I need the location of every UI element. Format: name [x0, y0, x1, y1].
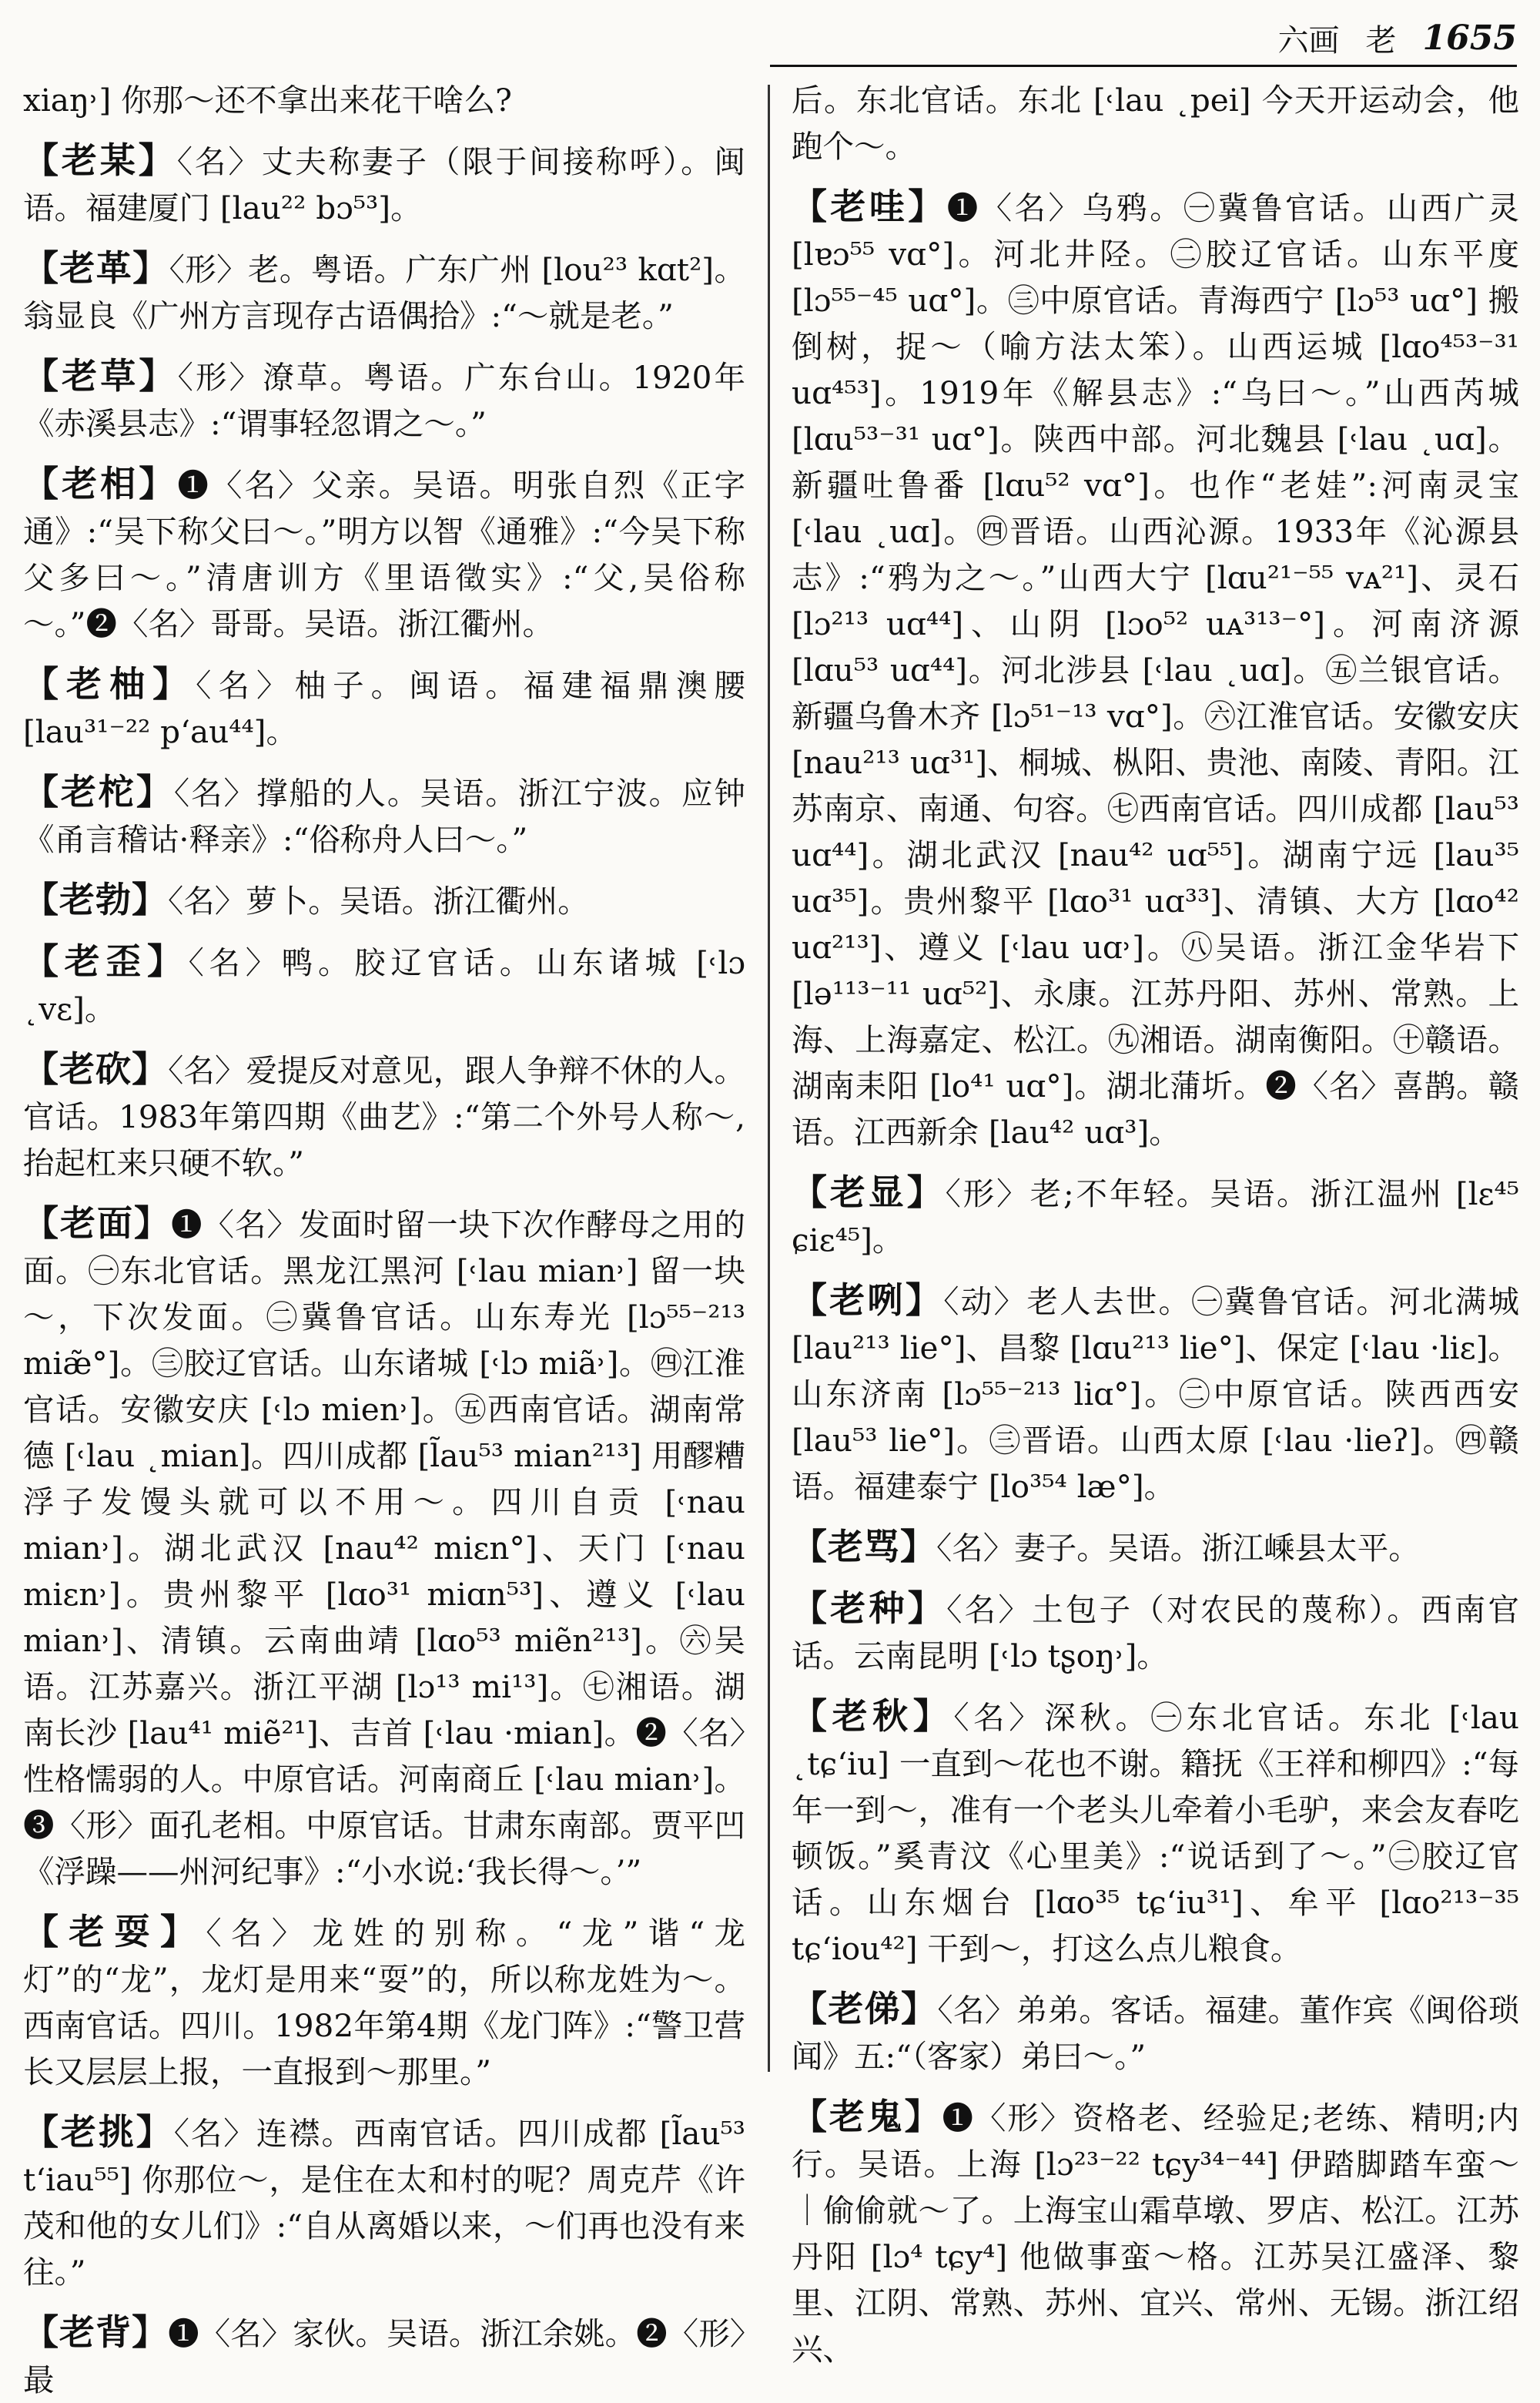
entry-headword: 【老砍】 — [23, 1048, 169, 1090]
entry-definition: 〈名〉弟弟。客话。福建。董作宾《闽俗琐闻》五:“（客家）弟曰～。” — [792, 1992, 1520, 2075]
dictionary-entry — [792, 2093, 1519, 2372]
entry-headword: 【老咧】 — [792, 1279, 944, 1321]
dictionary-entry — [23, 1046, 745, 1186]
dictionary-entry — [23, 353, 745, 447]
entry-definition: 〈形〉老;不年轻。吴语。浙江温州 [lɛ⁴⁵ ɕiɛ⁴⁵]。 — [792, 1175, 1519, 1258]
entry-headword: 【老秋】 — [792, 1695, 954, 1737]
dictionary-entry — [23, 245, 745, 339]
dictionary-entry — [792, 1693, 1519, 1972]
entry-definition: 〈名〉撑船的人。吴语。浙江宁波。应钟《甬言稽诂·释亲》:“俗称舟人曰～。” — [23, 775, 746, 858]
entry-continuation: 后。东北官话。东北 [˓lau ˛pei] 今天开运动会，他跑个～。 — [792, 82, 1519, 165]
dictionary-entry — [792, 1986, 1519, 2080]
dictionary-entry — [792, 1277, 1519, 1510]
dictionary-entry — [23, 2109, 745, 2295]
entry-headword: 【老耍】 — [23, 1911, 206, 1952]
entry-headword: 【老某】 — [23, 139, 177, 181]
page-number: 1655 — [1422, 18, 1517, 58]
entry-headword: 【老显】 — [792, 1171, 946, 1213]
entry-headword: 【老草】 — [23, 355, 178, 397]
dictionary-entry — [23, 661, 745, 755]
entry-headword: 【老革】 — [23, 247, 169, 289]
entry-continuation: xiaŋ˒] 你那～还不拿出来花干啥么? — [23, 82, 512, 119]
entry-definition: 〈名〉鸭。胶辽官话。山东诸城 [˓lɔ ˛vɛ]。 — [23, 944, 746, 1027]
page-header — [770, 11, 1517, 67]
entry-definition: 〈名〉爱提反对意见，跟人争辩不休的人。官话。1983年第四期《曲艺》:“第二个外号人称～,抬起杠来只硬不软。” — [23, 1052, 746, 1181]
entry-definition: 〈名〉萝卜。吴语。浙江衢州。 — [168, 883, 589, 920]
entry-headword: 【老哇】 — [792, 186, 947, 227]
entry-headword: 【老背】 — [23, 2311, 169, 2353]
dictionary-entry — [23, 1909, 745, 2095]
entry-definition: 〈名〉丈夫称妻子（限于间接称呼）。闽语。福建厦门 [lau²² bɔ⁵³]。 — [23, 143, 746, 226]
entry-headword: 【老相】 — [23, 463, 178, 504]
dictionary-entry — [792, 1523, 1519, 1571]
entry-headword: 【老鬼】 — [792, 2096, 942, 2137]
section-label: 六画 — [1277, 22, 1340, 59]
entry-definition: ❶〈名〉父亲。吴语。明张自烈《正字通》:“吴下称父曰～。”明方以智《通雅》:“今吴下称父多曰～。”清唐训方《里语徵实》:“父,吴俗称～。”❷〈名〉哥哥。吴语。浙江衢州。 — [23, 467, 746, 642]
entry-headword: 【老歪】 — [23, 940, 189, 982]
column-divider — [768, 85, 770, 2072]
entry-definition: ❶〈名〉乌鸦。㊀冀鲁官话。山西广灵 [lɐɔ⁵⁵ vɑ°]。河北井陉。㊁胶辽官话。山东平度 [lɔ⁵⁵⁻⁴⁵ uɑ°]。㊂中原官话。青海西宁 [lɔ⁵³ uɑ°] 搬倒树，捉～（喻方法太笨）。山西运城 [lɑo⁴⁵³⁻³¹ uɑ⁴⁵³]。1919年《解县志》:“乌曰～。”山西芮城 [lɑu⁵³⁻³¹ uɑ°]。陕西中部。河北魏县 [˓lau ˛uɑ]。新疆吐鲁番 [lɑu⁵² vɑ°]。也作“老娃”:河南灵宝 [˓lau ˛uɑ]。㊃晋语。山西沁源。1933年《沁源县志》:“鸦为之～。”山西大宁 [lɑu²¹⁻⁵⁵ vᴀ²¹]、灵石 [lɔ²¹³ uɑ⁴⁴]、山阴 [lɔo⁵² uᴀ³¹³⁻°]。河南济源 [lɑu⁵³ uɑ⁴⁴]。河北涉县 [˓lau ˛uɑ]。㊄兰银官话。新疆乌鲁木齐 [lɔ⁵¹⁻¹³ vɑ°]。㊅江淮官话。安徽安庆 [nau²¹³ uɑ³¹]、桐城、枞阳、贵池、南陵、青阳。江苏南京、南通、句容。㊆西南官话。四川成都 [lau⁵³ uɑ⁴⁴]。湖北武汉 [nau⁴² uɑ⁵⁵]。湖南宁远 [lau³⁵ uɑ³⁵]。贵州黎平 [lɑo³¹ uɑ³³]、清镇、大方 [lɑo⁴² uɑ²¹³]、遵义 [˓lau uɑ˒]。㊇吴语。浙江金华岩下 [lə¹¹³⁻¹¹ uɑ⁵²]、永康。江苏丹阳、苏州、常熟。上海、上海嘉定、松江。㊈湘语。湖南衡阳。㊉赣语。湖南耒阳 [lo⁴¹ uɑ°]。湖北蒲圻。❷〈名〉喜鹊。赣语。江西新余 [lau⁴² uɑ³]。 — [792, 189, 1520, 1151]
entry-definition: 〈形〉老。粤语。广东广州 [lou²³ kɑt²]。翁显良《广州方言现存古语偶拾》:“～就是老。” — [23, 251, 746, 334]
entry-headword: 【老勃】 — [23, 879, 168, 920]
entry-definition: 〈形〉潦草。粤语。广东台山。1920年《赤溪县志》:“谓事轻忽谓之～。” — [23, 359, 745, 442]
entry-definition: 〈名〉妻子。吴语。浙江嵊县太平。 — [936, 1530, 1420, 1567]
entry-headword: 【老种】 — [792, 1587, 947, 1629]
entry-definition: 〈名〉龙姓的别称。“龙”谐“龙灯”的“龙”，龙灯是用来“耍”的，所以称龙姓为～。西南官话。四川。1982年第4期《龙门阵》:“警卫营长又层层上报，一直报到～那里。” — [23, 1915, 746, 2090]
entry-headword: 【老柚】 — [23, 663, 196, 705]
entry-definition: 〈名〉深秋。㊀东北官话。东北 [˓lau ˛tɕʻiu] 一直到～花也不谢。籍抚《王祥和柳四》:“每年一到～，准有一个老头儿牵着小毛驴，来会友春吃顿饭。”奚青汶《心里美》:“说话到了～。”㊁胶辽官话。山东烟台 [lɑo³⁵ tɕʻiu³¹]、牟平 [lɑo²¹³⁻³⁵ tɕʻiou⁴²] 干到～，打这么点儿粮食。 — [792, 1699, 1520, 1967]
dictionary-entry — [792, 1169, 1519, 1263]
dictionary-entry — [23, 938, 745, 1032]
entry-definition: 〈名〉连襟。西南官话。四川成都 [l̃au⁵³ tʻiau⁵⁵] 你那位～，是住在太和村的呢？周克芹《许茂和他的女儿们》:“自从离婚以来，～们再也没有来往。” — [23, 2115, 746, 2291]
dictionary-entry — [792, 183, 1519, 1155]
dictionary-entry — [23, 1200, 745, 1895]
entry-definition: ❶〈名〉发面时留一块下次作酵母之用的面。㊀东北官话。黑龙江黑河 [˓lau mian˒] 留一块～，下次发面。㊁冀鲁官话。山东寿光 [lɔ⁵⁵⁻²¹³ miæ̃°]。㊂胶辽官话。山东诸城 [˓lɔ miã˒]。㊃江淮官话。安徽安庆 [˓lɔ mien˒]。㊄西南官话。湖南常德 [˓lau ˛mian]。四川成都 [l̃au⁵³ mian²¹³] 用醪糟浮子发馒头就可以不用～。四川自贡 [˓nau mian˒]。湖北武汉 [nau⁴² miɛn°]、天门 [˓nau miɛn˒]。贵州黎平 [lɑo³¹ miɑn⁵³]、遵义 [˓lau mian˒]、清镇。云南曲靖 [lɑo⁵³ miẽn²¹³]。㊅吴语。江苏嘉兴。浙江平湖 [lɔ¹³ mi¹³]。㊆湘语。湖南长沙 [lau⁴¹ miẽ²¹]、吉首 [˓lau ·mian]。❷〈名〉性格懦弱的人。中原官话。河南商丘 [˓lau mian˒]。❸〈形〉面孔老相。中原官话。甘肃东南部。贾平凹《浮躁——州河纪事》:“小水说:‘我长得～。’” — [23, 1206, 745, 1890]
left-column — [23, 77, 746, 2398]
dictionary-entry — [23, 876, 745, 924]
entry-headword: 【老骂】 — [792, 1526, 936, 1567]
entry-headword: 【老俤】 — [792, 1988, 938, 2029]
header-char: 老 — [1365, 22, 1397, 59]
dictionary-entry — [23, 769, 745, 863]
entry-definition: 〈动〉老人去世。㊀冀鲁官话。河北满城 [lau²¹³ lie°]、昌黎 [lɑu²¹³ lie°]、保定 [˓lau ·liɛ]。山东济南 [lɔ⁵⁵⁻²¹³ liɑ°]。㊁中原官话。陕西西安 [lau⁵³ lie°]。㊂晋语。山西太原 [˓lau ·lieʔ]。㊃赣语。福建泰宁 [lo³⁵⁴ læ°]。 — [792, 1283, 1520, 1505]
entry-definition: ❶〈形〉资格老、经验足;老练、精明;内行。吴语。上海 [lɔ²³⁻²² tɕy³⁴⁻⁴⁴] 伊踏脚踏车蛮～｜偷偷就～了。上海宝山霜草墩、罗店、松江。江苏丹阳 [lɔ⁴ tɕy⁴] 他做事蛮～格。江苏吴江盛泽、黎里、江阴、常熟、苏州、宜兴、常州、无锡。浙江绍兴、 — [792, 2100, 1520, 2368]
dictionary-entry — [23, 2309, 745, 2403]
dictionary-entry — [23, 137, 745, 231]
entry-headword: 【老面】 — [23, 1202, 171, 1244]
entry-headword: 【老挑】 — [23, 2111, 174, 2153]
right-column — [792, 77, 1520, 2368]
entry-definition: ❶〈名〉家伙。吴语。浙江余姚。❷〈形〉最 — [23, 2315, 746, 2398]
entry-definition: 〈名〉土包子（对农民的蔑称）。西南官话。云南昆明 [˓lɔ tʂoŋ˒]。 — [792, 1591, 1520, 1674]
entry-definition: 〈名〉柚子。闽语。福建福鼎澳腰 [lau³¹⁻²² pʻau⁴⁴]。 — [23, 667, 746, 750]
dictionary-entry — [23, 461, 745, 647]
dictionary-entry — [792, 1585, 1519, 1679]
entry-headword: 【老柁】 — [23, 771, 174, 813]
